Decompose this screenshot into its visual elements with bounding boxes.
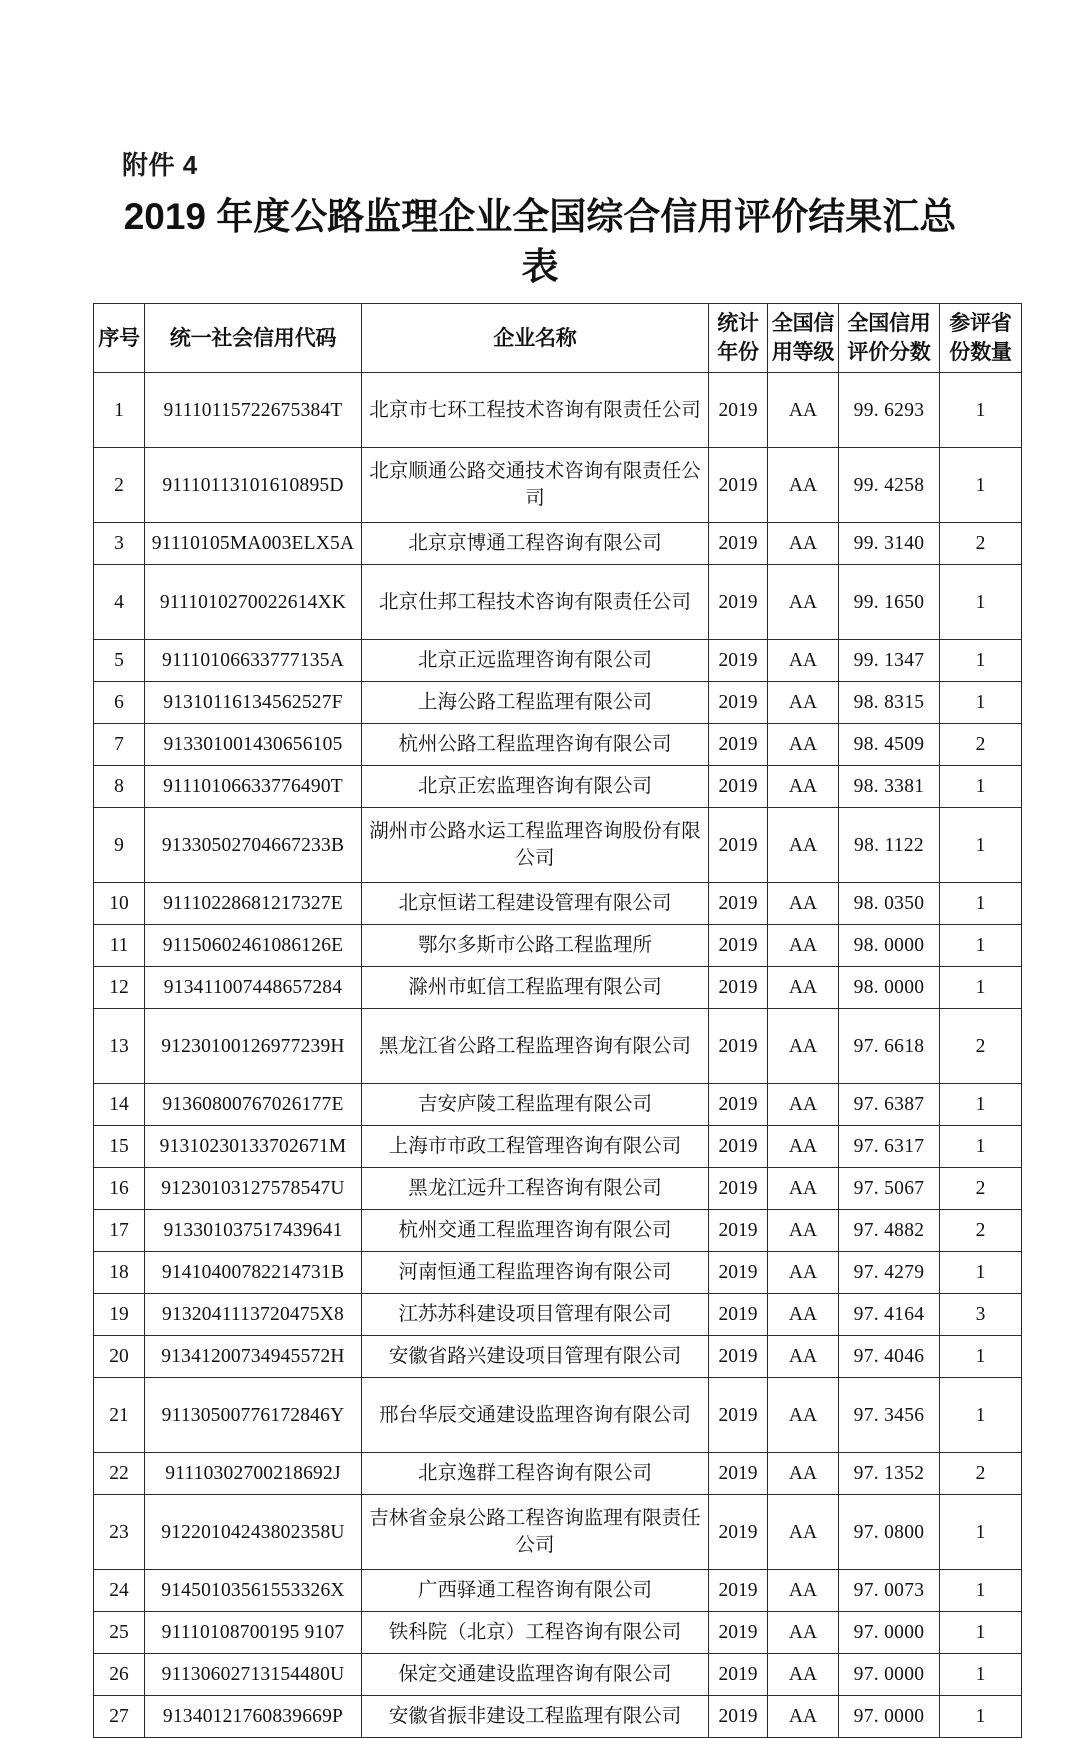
- row-company-name: 北京顺通公路交通技术咨询有限责任公司: [362, 448, 709, 523]
- row-seq: 11: [94, 925, 145, 967]
- header-credit-code: [145, 304, 362, 373]
- table-row: [94, 1126, 1022, 1168]
- table-row: [94, 1495, 1022, 1570]
- row-company-name: 滁州市虹信工程监理有限公司: [362, 967, 709, 1009]
- row-national-score: 99. 1650: [839, 565, 940, 640]
- row-company-name: 上海市市政工程管理咨询有限公司: [362, 1126, 709, 1168]
- row-national-score: 97. 4882: [839, 1210, 940, 1252]
- row-stat-year: 2019: [709, 1453, 768, 1495]
- row-stat-year: 2019: [709, 1495, 768, 1570]
- row-province-count: 2: [940, 1210, 1022, 1252]
- row-national-grade: AA: [768, 1168, 839, 1210]
- row-seq: 24: [94, 1570, 145, 1612]
- row-national-score: 97. 4046: [839, 1336, 940, 1378]
- row-seq: 21: [94, 1378, 145, 1453]
- row-credit-code: 91360800767026177E: [145, 1084, 362, 1126]
- table-row: [94, 1654, 1022, 1696]
- row-national-score: 98. 0350: [839, 883, 940, 925]
- row-national-grade: AA: [768, 766, 839, 808]
- row-seq: 4: [94, 565, 145, 640]
- row-seq: 20: [94, 1336, 145, 1378]
- row-seq: 1: [94, 373, 145, 448]
- row-credit-code: 91450103561553326X: [145, 1570, 362, 1612]
- row-province-count: 1: [940, 640, 1022, 682]
- row-province-count: 1: [940, 925, 1022, 967]
- table-row: [94, 766, 1022, 808]
- header-credit-code-line1: 统一社会信用代码: [169, 326, 337, 350]
- row-credit-code: 91110113101610895D: [145, 448, 362, 523]
- credit-evaluation-table: [93, 303, 1022, 1738]
- row-stat-year: 2019: [709, 565, 768, 640]
- row-seq: 23: [94, 1495, 145, 1570]
- row-national-score: 97. 4279: [839, 1252, 940, 1294]
- row-national-score: 98. 3381: [839, 766, 940, 808]
- row-province-count: 1: [940, 373, 1022, 448]
- row-national-score: 97. 0000: [839, 1612, 940, 1654]
- row-national-grade: AA: [768, 565, 839, 640]
- row-stat-year: 2019: [709, 1252, 768, 1294]
- row-national-grade: AA: [768, 1570, 839, 1612]
- row-national-grade: AA: [768, 1453, 839, 1495]
- row-national-grade: AA: [768, 1495, 839, 1570]
- row-national-grade: AA: [768, 1084, 839, 1126]
- row-national-score: 97. 0073: [839, 1570, 940, 1612]
- row-company-name: 安徽省路兴建设项目管理有限公司: [362, 1336, 709, 1378]
- row-company-name: 保定交通建设监理咨询有限公司: [362, 1654, 709, 1696]
- row-credit-code: 91310230133702671M: [145, 1126, 362, 1168]
- header-province-count-line1: 参评省: [949, 312, 1012, 335]
- row-national-grade: AA: [768, 883, 839, 925]
- row-province-count: 2: [940, 1009, 1022, 1084]
- header-company-name: [362, 304, 709, 373]
- row-company-name: 北京恒诺工程建设管理有限公司: [362, 883, 709, 925]
- row-company-name: 广西驿通工程咨询有限公司: [362, 1570, 709, 1612]
- row-province-count: 3: [940, 1294, 1022, 1336]
- row-company-name: 北京逸群工程咨询有限公司: [362, 1453, 709, 1495]
- row-national-grade: AA: [768, 523, 839, 565]
- header-seq: [94, 304, 145, 373]
- row-stat-year: 2019: [709, 1612, 768, 1654]
- row-national-grade: AA: [768, 1294, 839, 1336]
- row-seq: 7: [94, 724, 145, 766]
- table-row: [94, 1009, 1022, 1084]
- row-province-count: 2: [940, 724, 1022, 766]
- row-stat-year: 2019: [709, 1210, 768, 1252]
- row-credit-code: 9111010270022614XK: [145, 565, 362, 640]
- row-province-count: 1: [940, 967, 1022, 1009]
- header-province-count-line2: 份数量: [949, 341, 1012, 364]
- row-national-grade: AA: [768, 1612, 839, 1654]
- row-stat-year: 2019: [709, 682, 768, 724]
- row-seq: 18: [94, 1252, 145, 1294]
- row-national-grade: AA: [768, 373, 839, 448]
- row-national-score: 97. 6317: [839, 1126, 940, 1168]
- row-seq: 2: [94, 448, 145, 523]
- row-company-name: 河南恒通工程监理咨询有限公司: [362, 1252, 709, 1294]
- row-national-score: 99. 6293: [839, 373, 940, 448]
- row-seq: 25: [94, 1612, 145, 1654]
- row-national-score: 98. 0000: [839, 967, 940, 1009]
- row-company-name: 杭州公路工程监理咨询有限公司: [362, 724, 709, 766]
- row-national-score: 98. 8315: [839, 682, 940, 724]
- row-province-count: 1: [940, 1336, 1022, 1378]
- row-stat-year: 2019: [709, 523, 768, 565]
- row-credit-code: 91150602461086126E: [145, 925, 362, 967]
- row-province-count: 1: [940, 766, 1022, 808]
- row-seq: 26: [94, 1654, 145, 1696]
- row-company-name: 吉安庐陵工程监理有限公司: [362, 1084, 709, 1126]
- row-stat-year: 2019: [709, 1696, 768, 1738]
- row-seq: 3: [94, 523, 145, 565]
- row-national-score: 97. 6618: [839, 1009, 940, 1084]
- row-credit-code: 9132041113720475X8: [145, 1294, 362, 1336]
- row-credit-code: 91330502704667233B: [145, 808, 362, 883]
- row-company-name: 北京正宏监理咨询有限公司: [362, 766, 709, 808]
- row-province-count: 1: [940, 1654, 1022, 1696]
- row-credit-code: 913411007448657284: [145, 967, 362, 1009]
- row-credit-code: 91110108700195 9107: [145, 1612, 362, 1654]
- table-row: [94, 373, 1022, 448]
- row-stat-year: 2019: [709, 1336, 768, 1378]
- row-company-name: 北京市七环工程技术咨询有限责任公司: [362, 373, 709, 448]
- header-national-grade: [768, 304, 839, 373]
- row-seq: 22: [94, 1453, 145, 1495]
- header-seq-line1: 序号: [98, 326, 140, 350]
- row-province-count: 1: [940, 1612, 1022, 1654]
- row-credit-code: 91110106633777135A: [145, 640, 362, 682]
- row-company-name: 杭州交通工程监理咨询有限公司: [362, 1210, 709, 1252]
- page-title: 2019 年度公路监理企业全国综合信用评价结果汇总表: [123, 196, 957, 287]
- header-stat-year-line2: 年份: [717, 341, 759, 364]
- row-stat-year: 2019: [709, 1126, 768, 1168]
- table-row: [94, 1378, 1022, 1453]
- row-stat-year: 2019: [709, 808, 768, 883]
- row-stat-year: 2019: [709, 925, 768, 967]
- row-national-grade: AA: [768, 1696, 839, 1738]
- row-seq: 10: [94, 883, 145, 925]
- row-stat-year: 2019: [709, 1570, 768, 1612]
- row-stat-year: 2019: [709, 1654, 768, 1696]
- row-national-score: 98. 4509: [839, 724, 940, 766]
- row-credit-code: 91110106633776490T: [145, 766, 362, 808]
- row-seq: 27: [94, 1696, 145, 1738]
- row-credit-code: 913301001430656105: [145, 724, 362, 766]
- row-credit-code: 91340121760839669P: [145, 1696, 362, 1738]
- row-stat-year: 2019: [709, 724, 768, 766]
- row-national-score: 97. 0800: [839, 1495, 940, 1570]
- row-company-name: 吉林省金泉公路工程咨询监理有限责任公司: [362, 1495, 709, 1570]
- row-credit-code: 91410400782214731B: [145, 1252, 362, 1294]
- row-national-grade: AA: [768, 1009, 839, 1084]
- table-row: [94, 1252, 1022, 1294]
- header-stat-year-line1: 统计: [717, 312, 759, 335]
- table-row: [94, 640, 1022, 682]
- row-credit-code: 91230100126977239H: [145, 1009, 362, 1084]
- row-national-score: 97. 1352: [839, 1453, 940, 1495]
- row-national-grade: AA: [768, 1336, 839, 1378]
- table-header-row: [94, 304, 1022, 373]
- table-row: [94, 967, 1022, 1009]
- row-national-score: 98. 0000: [839, 925, 940, 967]
- header-national-grade-line1: 全国信: [771, 312, 835, 335]
- row-province-count: 1: [940, 1378, 1022, 1453]
- row-credit-code: 91230103127578547U: [145, 1168, 362, 1210]
- row-province-count: 1: [940, 1570, 1022, 1612]
- row-national-grade: AA: [768, 1210, 839, 1252]
- row-seq: 16: [94, 1168, 145, 1210]
- table-row: [94, 565, 1022, 640]
- row-stat-year: 2019: [709, 373, 768, 448]
- header-national-grade-line2: 用等级: [771, 341, 835, 364]
- row-national-grade: AA: [768, 1126, 839, 1168]
- row-stat-year: 2019: [709, 1168, 768, 1210]
- row-national-grade: AA: [768, 1378, 839, 1453]
- row-national-score: 99. 3140: [839, 523, 940, 565]
- row-company-name: 鄂尔多斯市公路工程监理所: [362, 925, 709, 967]
- row-credit-code: 91110302700218692J: [145, 1453, 362, 1495]
- table-body: [94, 373, 1022, 1738]
- header-national-score: [839, 304, 940, 373]
- table-row: [94, 1084, 1022, 1126]
- row-company-name: 北京京博通工程咨询有限公司: [362, 523, 709, 565]
- header-stat-year: [709, 304, 768, 373]
- row-stat-year: 2019: [709, 1294, 768, 1336]
- header-national-score-line2: 评价分数: [847, 341, 931, 364]
- row-credit-code: 91341200734945572H: [145, 1336, 362, 1378]
- attachment-label: 附件 4: [122, 150, 198, 180]
- table-row: [94, 808, 1022, 883]
- row-province-count: 1: [940, 808, 1022, 883]
- row-national-score: 99. 1347: [839, 640, 940, 682]
- row-national-grade: AA: [768, 682, 839, 724]
- row-seq: 14: [94, 1084, 145, 1126]
- row-seq: 8: [94, 766, 145, 808]
- row-national-grade: AA: [768, 925, 839, 967]
- table-header: [94, 304, 1022, 373]
- row-credit-code: 91310116134562527F: [145, 682, 362, 724]
- row-province-count: 2: [940, 1453, 1022, 1495]
- row-province-count: 1: [940, 1696, 1022, 1738]
- row-province-count: 1: [940, 1126, 1022, 1168]
- row-national-score: 98. 1122: [839, 808, 940, 883]
- row-national-score: 97. 6387: [839, 1084, 940, 1126]
- row-company-name: 铁科院（北京）工程咨询有限公司: [362, 1612, 709, 1654]
- header-company-name-line1: 企业名称: [493, 326, 577, 350]
- row-credit-code: 91110228681217327E: [145, 883, 362, 925]
- header-national-score-line1: 全国信用: [847, 312, 931, 335]
- row-province-count: 2: [940, 1168, 1022, 1210]
- row-credit-code: 91110115722675384T: [145, 373, 362, 448]
- table-row: [94, 1294, 1022, 1336]
- row-seq: 15: [94, 1126, 145, 1168]
- row-credit-code: 913301037517439641: [145, 1210, 362, 1252]
- row-stat-year: 2019: [709, 1009, 768, 1084]
- row-stat-year: 2019: [709, 967, 768, 1009]
- table-row: [94, 724, 1022, 766]
- row-company-name: 北京仕邦工程技术咨询有限责任公司: [362, 565, 709, 640]
- row-seq: 13: [94, 1009, 145, 1084]
- row-national-score: 97. 3456: [839, 1378, 940, 1453]
- table-row: [94, 682, 1022, 724]
- credit-evaluation-table-wrap: [93, 303, 1012, 1738]
- row-stat-year: 2019: [709, 640, 768, 682]
- row-company-name: 江苏苏科建设项目管理有限公司: [362, 1294, 709, 1336]
- table-row: [94, 523, 1022, 565]
- table-row: [94, 1336, 1022, 1378]
- row-national-score: 97. 0000: [839, 1654, 940, 1696]
- row-company-name: 北京正远监理咨询有限公司: [362, 640, 709, 682]
- row-seq: 19: [94, 1294, 145, 1336]
- table-row: [94, 1168, 1022, 1210]
- table-row: [94, 883, 1022, 925]
- row-company-name: 安徽省振非建设工程监理有限公司: [362, 1696, 709, 1738]
- row-national-grade: AA: [768, 1252, 839, 1294]
- row-national-grade: AA: [768, 1654, 839, 1696]
- row-province-count: 1: [940, 883, 1022, 925]
- row-company-name: 黑龙江省公路工程监理咨询有限公司: [362, 1009, 709, 1084]
- row-company-name: 邢台华辰交通建设监理咨询有限公司: [362, 1378, 709, 1453]
- row-national-grade: AA: [768, 808, 839, 883]
- row-province-count: 1: [940, 565, 1022, 640]
- row-credit-code: 91220104243802358U: [145, 1495, 362, 1570]
- row-national-grade: AA: [768, 724, 839, 766]
- row-national-score: 97. 4164: [839, 1294, 940, 1336]
- row-province-count: 1: [940, 682, 1022, 724]
- row-province-count: 2: [940, 523, 1022, 565]
- table-row: [94, 925, 1022, 967]
- row-company-name: 黑龙江远升工程咨询有限公司: [362, 1168, 709, 1210]
- table-row: [94, 1210, 1022, 1252]
- row-province-count: 1: [940, 1495, 1022, 1570]
- row-stat-year: 2019: [709, 448, 768, 523]
- row-national-score: 97. 0000: [839, 1696, 940, 1738]
- row-stat-year: 2019: [709, 883, 768, 925]
- row-province-count: 1: [940, 1252, 1022, 1294]
- row-credit-code: 91110105MA003ELX5A: [145, 523, 362, 565]
- row-seq: 6: [94, 682, 145, 724]
- row-province-count: 1: [940, 1084, 1022, 1126]
- row-credit-code: 91130500776172846Y: [145, 1378, 362, 1453]
- table-row: [94, 1696, 1022, 1738]
- row-seq: 5: [94, 640, 145, 682]
- row-national-score: 97. 5067: [839, 1168, 940, 1210]
- row-company-name: 上海公路工程监理有限公司: [362, 682, 709, 724]
- row-national-score: 99. 4258: [839, 448, 940, 523]
- row-stat-year: 2019: [709, 1378, 768, 1453]
- row-credit-code: 91130602713154480U: [145, 1654, 362, 1696]
- row-province-count: 1: [940, 448, 1022, 523]
- header-province-count: [940, 304, 1022, 373]
- table-row: [94, 448, 1022, 523]
- row-national-grade: AA: [768, 967, 839, 1009]
- row-stat-year: 2019: [709, 1084, 768, 1126]
- table-row: [94, 1453, 1022, 1495]
- table-row: [94, 1612, 1022, 1654]
- row-national-grade: AA: [768, 640, 839, 682]
- row-seq: 17: [94, 1210, 145, 1252]
- row-stat-year: 2019: [709, 766, 768, 808]
- table-row: [94, 1570, 1022, 1612]
- row-company-name: 湖州市公路水运工程监理咨询股份有限公司: [362, 808, 709, 883]
- row-seq: 9: [94, 808, 145, 883]
- row-national-grade: AA: [768, 448, 839, 523]
- row-seq: 12: [94, 967, 145, 1009]
